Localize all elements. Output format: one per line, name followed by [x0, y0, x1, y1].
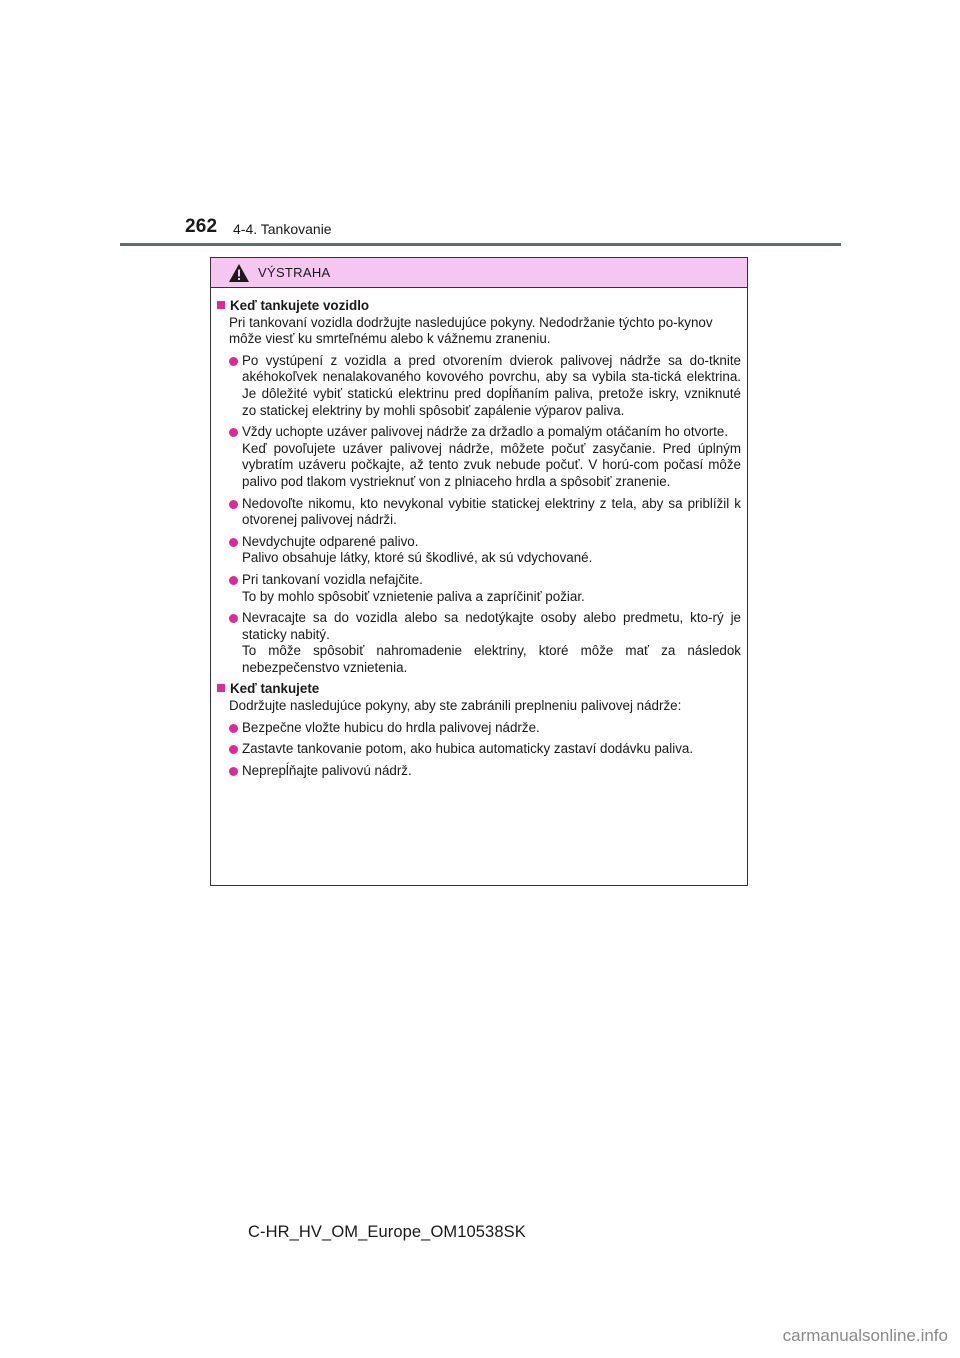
- list-item-text: [242, 763, 741, 780]
- section-title: 4-4. Tankovanie: [233, 221, 332, 237]
- list-item-line: Bezpečne vložte hubicu do hrdla palivovej nádrže.: [242, 719, 540, 735]
- round-bullet-icon: [229, 614, 238, 623]
- list-item-line: Neprepĺňajte palivovú nádrž.: [242, 762, 412, 778]
- warning-box: [210, 257, 748, 886]
- list-item-line: Nevracajte sa do vozidla alebo sa nedotýkajte osoby alebo predmetu, kto-rý je staticky nabitý.: [242, 610, 741, 642]
- list-item: [217, 610, 741, 676]
- list-item: [217, 424, 741, 490]
- round-bullet-icon: [229, 767, 238, 776]
- warning-triangle-icon: [228, 263, 250, 283]
- list-item: [217, 720, 741, 737]
- list-item-line: Po vystúpení z vozidla a pred otvorením dvierok palivovej nádrže sa do-tknite akéhokoľvek nenalakovaného kovového povrchu, aby sa vybila sta-tická elektrina. Je dôležité vybiť statickú elektrinu pred dopĺňaním paliva, pretože iskry, vzniknuté zo statickej elektriny by mohli spôsobiť zapálenie výparov paliva.: [242, 352, 741, 418]
- list-item-line: Nedovoľte nikomu, kto nevykonal vybitie statickej elektriny z tela, aby sa priblížil k otvorenej palivovej nádrži.: [242, 495, 741, 528]
- round-bullet-icon: [229, 428, 238, 437]
- subheading-text: Keď tankujete vozidlo: [230, 298, 370, 313]
- list-item: [217, 353, 741, 419]
- round-bullet-icon: [229, 500, 238, 509]
- list-item-line: Vždy uchopte uzáver palivovej nádrže za držadlo a pomalým otáčaním ho otvorte.: [242, 424, 729, 440]
- list-item-text: [242, 496, 741, 529]
- square-bullet-icon: [217, 684, 225, 692]
- list-item-line: Keď povoľujete uzáver palivovej nádrže, môžete počuť zasyčanie. Pred úplným vybratím uzáveru počkajte, až tento zvuk nebude počuť. V horú-com počasí môže palivo pod tlakom vystrieknuť von z plniaceho hrdla a spôsobiť zranenie.: [242, 440, 741, 489]
- list-item: [217, 534, 741, 567]
- bullet-list: [217, 720, 741, 780]
- warning-body: [211, 288, 747, 779]
- list-item: [217, 496, 741, 529]
- warning-group: [217, 298, 741, 676]
- warning-group: [217, 681, 741, 779]
- list-item-text: [242, 424, 741, 490]
- list-item-text: [242, 572, 741, 605]
- lead-paragraph: Pri tankovaní vozidla dodržujte nasledujúce pokyny. Nedodržanie týchto po-kynov môže viesť ku smrteľnému alebo k vážnemu zraneniu.: [229, 314, 713, 347]
- subheading-text: Keď tankujete: [230, 681, 320, 697]
- warning-label: VÝSTRAHA: [258, 265, 331, 280]
- round-bullet-icon: [229, 357, 238, 366]
- list-item-line: Pri tankovaní vozidla nefajčite.: [242, 571, 423, 587]
- round-bullet-icon: [229, 745, 238, 754]
- list-item: [217, 763, 741, 780]
- list-item-text: [242, 610, 741, 676]
- bullet-list: [217, 353, 741, 677]
- warning-header: [211, 258, 747, 288]
- watermark[interactable]: carmanualsonline.info: [782, 1326, 948, 1345]
- page-number: 262: [185, 216, 218, 237]
- list-item-text: [242, 353, 741, 419]
- subheading: [217, 681, 741, 698]
- list-item-text: [242, 534, 741, 567]
- list-item: [217, 572, 741, 605]
- list-item: [217, 741, 741, 758]
- list-item-line: To môže spôsobiť nahromadenie elektriny, ktoré môže mať za následok nebezpečenstvo vznietenia.: [242, 643, 741, 675]
- list-item-line: Zastavte tankovanie potom, ako hubica automaticky zastaví dodávku paliva.: [242, 741, 694, 757]
- list-item-text: [242, 720, 741, 737]
- document-code: C-HR_HV_OM_Europe_OM10538SK: [248, 1223, 526, 1241]
- list-item-line: To by mohlo spôsobiť vznietenie paliva a zapríčiniť požiar.: [242, 588, 585, 604]
- header-rule: [120, 243, 841, 246]
- list-item-text: [242, 741, 741, 758]
- round-bullet-icon: [229, 538, 238, 547]
- list-item-line: Palivo obsahuje látky, ktoré sú škodlivé, ak sú vdychované.: [242, 550, 593, 566]
- round-bullet-icon: [229, 576, 238, 585]
- lead-paragraph: Dodržujte nasledujúce pokyny, aby ste zabránili preplneniu palivovej nádrže:: [229, 698, 682, 714]
- square-bullet-icon: [217, 301, 225, 309]
- subheading: [217, 298, 741, 315]
- round-bullet-icon: [229, 724, 238, 733]
- list-item-line: Nevdychujte odparené palivo.: [242, 533, 419, 549]
